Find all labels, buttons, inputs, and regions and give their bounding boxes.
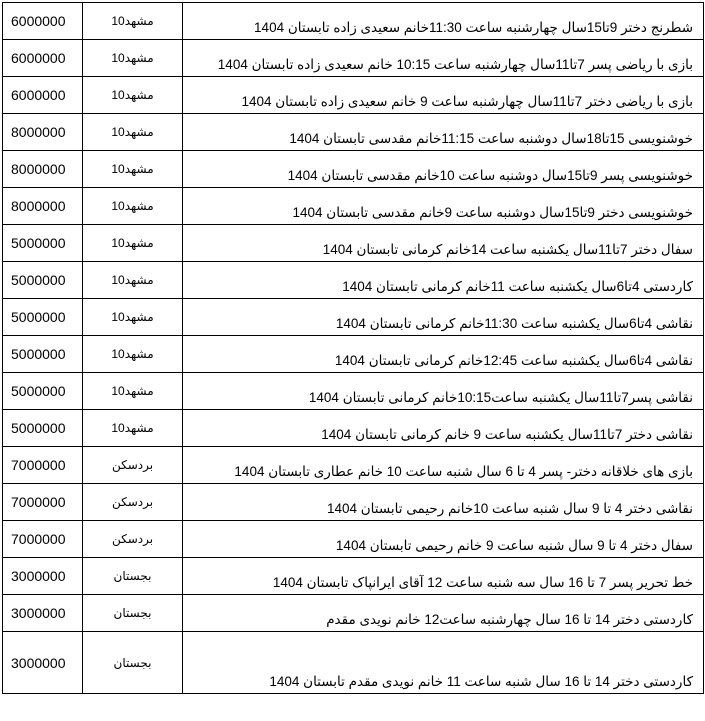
course-title-cell — [183, 632, 704, 694]
table-row — [3, 40, 704, 77]
branch-cell: مشهد10 — [83, 188, 183, 225]
course-title: خوشنویسی 15تا18سال دوشنبه ساعت 11:15خانم مقدسی تابستان 1404 — [289, 131, 693, 146]
course-title-cell — [183, 521, 704, 558]
table-row — [3, 188, 704, 225]
course-title-cell — [183, 40, 704, 77]
price-cell: 7000000 — [3, 447, 83, 484]
course-title-cell — [183, 225, 704, 262]
course-title-cell — [183, 299, 704, 336]
price-cell: 7000000 — [3, 484, 83, 521]
course-title: خوشنویسی پسر 9تا15سال دوشنبه ساعت 10خانم مقدسی تابستان 1404 — [287, 168, 693, 183]
price-cell: 5000000 — [3, 410, 83, 447]
price-cell: 3000000 — [3, 558, 83, 595]
branch-cell: مشهد10 — [83, 410, 183, 447]
price-cell: 5000000 — [3, 336, 83, 373]
branch-cell: مشهد10 — [83, 336, 183, 373]
course-title-cell — [183, 484, 704, 521]
price-cell: 3000000 — [3, 632, 83, 694]
table-row — [3, 410, 704, 447]
price-cell: 7000000 — [3, 521, 83, 558]
course-title: کاردستی دختر 14 تا 16 سال شنبه ساعت 11 خانم نویدی مقدم تابستان 1404 — [269, 674, 693, 689]
table-row — [3, 521, 704, 558]
table-row — [3, 336, 704, 373]
course-title-cell — [183, 595, 704, 632]
table-row — [3, 77, 704, 114]
course-title: سفال دختر 4 تا 9 سال شنبه ساعت 9 خانم رحیمی تابستان 1404 — [335, 538, 693, 553]
course-title-cell — [183, 558, 704, 595]
branch-cell: بردسکن — [83, 484, 183, 521]
price-cell: 5000000 — [3, 373, 83, 410]
branch-cell: مشهد10 — [83, 262, 183, 299]
course-title-cell — [183, 373, 704, 410]
table-row — [3, 595, 704, 632]
course-title: بازی های خلاقانه دختر- پسر 4 تا 6 سال شنبه ساعت 10 خانم عطاری تابستان 1404 — [234, 464, 693, 479]
price-cell: 3000000 — [3, 595, 83, 632]
table-row — [3, 151, 704, 188]
branch-cell: مشهد10 — [83, 225, 183, 262]
branch-cell: بجستان — [83, 632, 183, 694]
price-cell: 8000000 — [3, 114, 83, 151]
course-title-cell — [183, 336, 704, 373]
course-title: سفال دختر 7تا11سال یکشنبه ساعت 14خانم کرمانی تابستان 1404 — [322, 242, 693, 257]
branch-cell: مشهد10 — [83, 40, 183, 77]
table-row — [3, 632, 704, 694]
course-title: خط تحریر پسر 7 تا 16 سال سه شنبه ساعت 12 آقای ایرانپاک تابستان 1404 — [272, 575, 693, 590]
branch-cell: بردسکن — [83, 447, 183, 484]
table-row — [3, 373, 704, 410]
course-table — [2, 2, 704, 694]
course-title-cell — [183, 447, 704, 484]
table-row — [3, 299, 704, 336]
branch-cell: بردسکن — [83, 521, 183, 558]
branch-cell: بجستان — [83, 595, 183, 632]
branch-cell: مشهد10 — [83, 299, 183, 336]
course-title-cell — [183, 114, 704, 151]
course-title-cell — [183, 77, 704, 114]
price-cell: 6000000 — [3, 40, 83, 77]
course-title: خوشنویسی دختر 9تا15سال دوشنبه ساعت 9خانم مقدسی تابستان 1404 — [292, 205, 693, 220]
price-cell: 8000000 — [3, 151, 83, 188]
price-cell: 5000000 — [3, 299, 83, 336]
price-cell: 8000000 — [3, 188, 83, 225]
course-title-cell — [183, 262, 704, 299]
table-row — [3, 114, 704, 151]
course-title-cell — [183, 410, 704, 447]
table-row — [3, 3, 704, 40]
branch-cell: بجستان — [83, 558, 183, 595]
course-title: کاردستی دختر 14 تا 16 سال چهارشنبه ساعت12 خانم نویدی مقدم — [326, 612, 693, 627]
course-title: بازی با ریاضی دختر 7تا11سال چهارشنبه ساعت 9 خانم سعیدی زاده تابستان 1404 — [241, 94, 693, 109]
course-title: نقاشی دختر 7تا11سال یکشنبه ساعت 9 خانم کرمانی تابستان 1404 — [321, 427, 693, 442]
table-row — [3, 484, 704, 521]
course-title: نقاشی پسر7تا11سال یکشنبه ساعت10:15خانم کرمانی تابستان 1404 — [308, 390, 693, 405]
table-row — [3, 558, 704, 595]
branch-cell: مشهد10 — [83, 3, 183, 40]
price-cell: 5000000 — [3, 225, 83, 262]
course-title: نقاشی 4تا6سال یکشنبه ساعت 12:45خانم کرمانی تابستان 1404 — [334, 353, 693, 368]
course-title: نقاشی دختر 4 تا 9 سال شنبه ساعت 10خانم رحیمی تابستان 1404 — [326, 501, 693, 516]
course-title: بازی با ریاضی پسر 7تا11سال چهارشنبه ساعت 10:15 خانم سعیدی زاده تابستان 1404 — [217, 57, 693, 72]
table-row — [3, 262, 704, 299]
course-title-cell — [183, 151, 704, 188]
course-rows — [3, 3, 704, 694]
course-title-cell — [183, 188, 704, 225]
course-title: کاردستی 4تا6سال یکشنبه ساعت 11خانم کرمانی تابستان 1404 — [342, 279, 693, 294]
course-title-cell — [183, 3, 704, 40]
price-cell: 6000000 — [3, 3, 83, 40]
table-row — [3, 447, 704, 484]
branch-cell: مشهد10 — [83, 373, 183, 410]
branch-cell: مشهد10 — [83, 77, 183, 114]
course-title: شطرنج دختر 9تا15سال چهارشنبه ساعت 11:30خانم سعیدی زاده تابستان 1404 — [254, 20, 693, 35]
price-cell: 6000000 — [3, 77, 83, 114]
price-cell: 5000000 — [3, 262, 83, 299]
branch-cell: مشهد10 — [83, 114, 183, 151]
table-row — [3, 225, 704, 262]
branch-cell: مشهد10 — [83, 151, 183, 188]
course-title: نقاشی 4تا6سال یکشنبه ساعت 11:30خانم کرمانی تابستان 1404 — [335, 316, 693, 331]
